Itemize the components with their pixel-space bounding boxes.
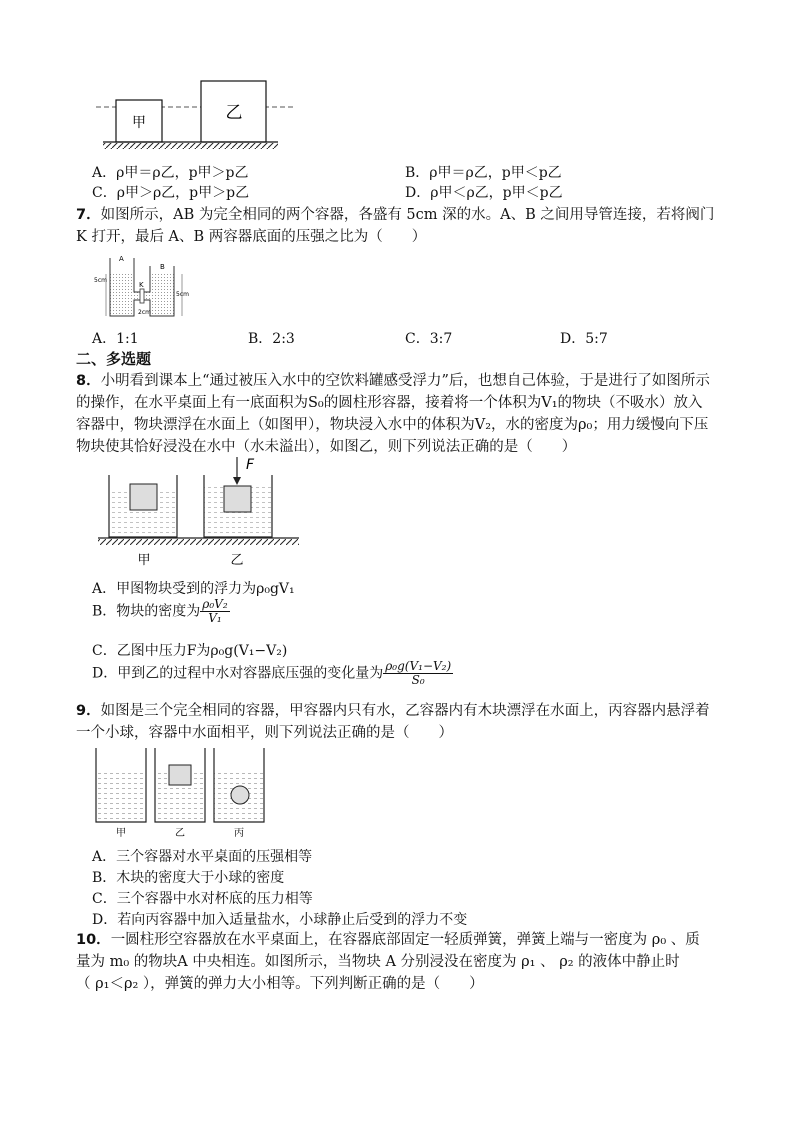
- q8-option-c: C．乙图中压力F为ρ₀g(V₁−V₂): [92, 643, 288, 659]
- question-text-line: 量为 m₀ 的物块A 中央相连。如图所示，当物块 A 分别浸没在密度为 ρ₁ 、 ρ₂ 的液体中静止时: [76, 954, 680, 970]
- fraction-denominator: S₀: [411, 673, 425, 687]
- q7-option-d: D．5:7: [560, 331, 608, 347]
- question-10: [76, 929, 726, 995]
- section-heading-multiple-choice: 二、多选题: [76, 350, 152, 368]
- figure-q7-containers: [94, 252, 194, 324]
- q8-option-d: [92, 660, 453, 687]
- option-text: D．甲到乙的过程中水对容器底压强的变化量为: [92, 665, 384, 682]
- q9-option-a: A．三个容器对水平桌面的压强相等: [92, 849, 313, 865]
- q6-option-b: B．ρ甲＝ρ乙，p甲＜p乙: [405, 165, 562, 181]
- question-text-line: 容器中，物块漂浮在水面上（如图甲），物块浸入水中的体积为V₂，水的密度为ρ₀；用力缓慢向下压: [76, 417, 709, 433]
- question-text-line: （ ρ₁＜ρ₂ ），弹簧的弹力大小相等。下列判断正确的是（ ）: [76, 976, 484, 992]
- question-number: 9．: [76, 703, 101, 719]
- block-yi-label: 乙: [225, 103, 243, 123]
- q8-option-b: [92, 598, 230, 625]
- q9-option-c: C．三个容器中水对杯底的压力相等: [92, 891, 313, 907]
- question-text-line: 如图是三个完全相同的容器，甲容器内只有水，乙容器内有木块漂浮在水面上，丙容器内悬浮着: [100, 703, 710, 719]
- q9-option-b: B．木块的密度大于小球的密度: [92, 870, 285, 886]
- question-text-line: 一圆柱形空容器放在水平桌面上，在容器底部固定一轻质弹簧，弹簧上端与一密度为 ρ₀ 、质: [110, 932, 700, 948]
- container-yi-label: 乙: [175, 828, 185, 839]
- question-text-line: 的操作，在水平桌面上有一底面积为S₀的圆柱形容器，接着将一个体积为V₁的物块（不吸水）放入: [76, 395, 703, 411]
- question-text-line: 物块使其恰好浸没在水中（水未溢出），如图乙，则下列说法正确的是（ ）: [76, 439, 577, 455]
- valve-k-label: K: [139, 281, 144, 289]
- block-jia-label: 甲: [132, 115, 146, 131]
- question-number: 10．: [76, 932, 111, 948]
- q7-option-c: C．3:7: [405, 331, 453, 347]
- question-text-line: 一个小球，容器中水面相平，则下列说法正确的是（ ）: [76, 725, 453, 741]
- pressure-fraction: [383, 660, 453, 687]
- density-fraction: [200, 598, 229, 625]
- force-label: F: [246, 457, 255, 473]
- fraction-denominator: V₁: [208, 611, 222, 625]
- container-bing-label: 丙: [234, 828, 244, 839]
- container-a-label: A: [119, 255, 124, 263]
- question-7: [76, 204, 726, 248]
- q7-option-b: B．2:3: [248, 331, 295, 347]
- question-8: [76, 370, 726, 458]
- question-number: 7．: [76, 207, 101, 223]
- height-pipe-label: 2cm: [138, 309, 151, 316]
- fraction-numerator: ρ₀V₂: [202, 597, 228, 611]
- figure-q8-containers: [94, 455, 304, 570]
- figure-blocks: [88, 76, 298, 156]
- q6-option-c: C．ρ甲＞ρ乙，p甲＞p乙: [92, 185, 250, 201]
- question-9: [76, 700, 726, 744]
- question-number: 8．: [76, 373, 101, 389]
- q6-option-a: A．ρ甲＝ρ乙，p甲＞p乙: [92, 165, 249, 181]
- figure-q9-containers: [92, 746, 272, 841]
- container-yi-label: 乙: [230, 553, 244, 568]
- container-jia-label: 甲: [137, 553, 151, 568]
- container-b-label: B: [160, 263, 165, 271]
- q8-option-a: A．甲图物块受到的浮力为ρ₀gV₁: [92, 581, 295, 597]
- q9-option-d: D．若向丙容器中加入适量盐水，小球静止后受到的浮力不变: [92, 912, 468, 928]
- option-text: B．物块的密度为: [92, 603, 201, 620]
- q7-option-a: A．1:1: [92, 331, 139, 347]
- fraction-numerator: ρ₀g(V₁−V₂): [385, 659, 452, 673]
- q6-option-d: D．ρ甲＜ρ乙，p甲＜p乙: [405, 185, 563, 201]
- height-left-label: 5cm: [94, 277, 107, 284]
- container-jia-label: 甲: [116, 828, 126, 839]
- height-right-label: 5cm: [176, 291, 189, 298]
- question-text-line: 小明看到课本上“通过被压入水中的空饮料罐感受浮力”后，也想自己体验，于是进行了如图所示: [100, 373, 710, 389]
- question-text: 如图所示，AB 为完全相同的两个容器，各盛有 5cm 深的水。A、B 之间用导管连接，若将阀门 K 打开，最后 A、B 两容器底面的压强之比为（ ）: [76, 207, 715, 245]
